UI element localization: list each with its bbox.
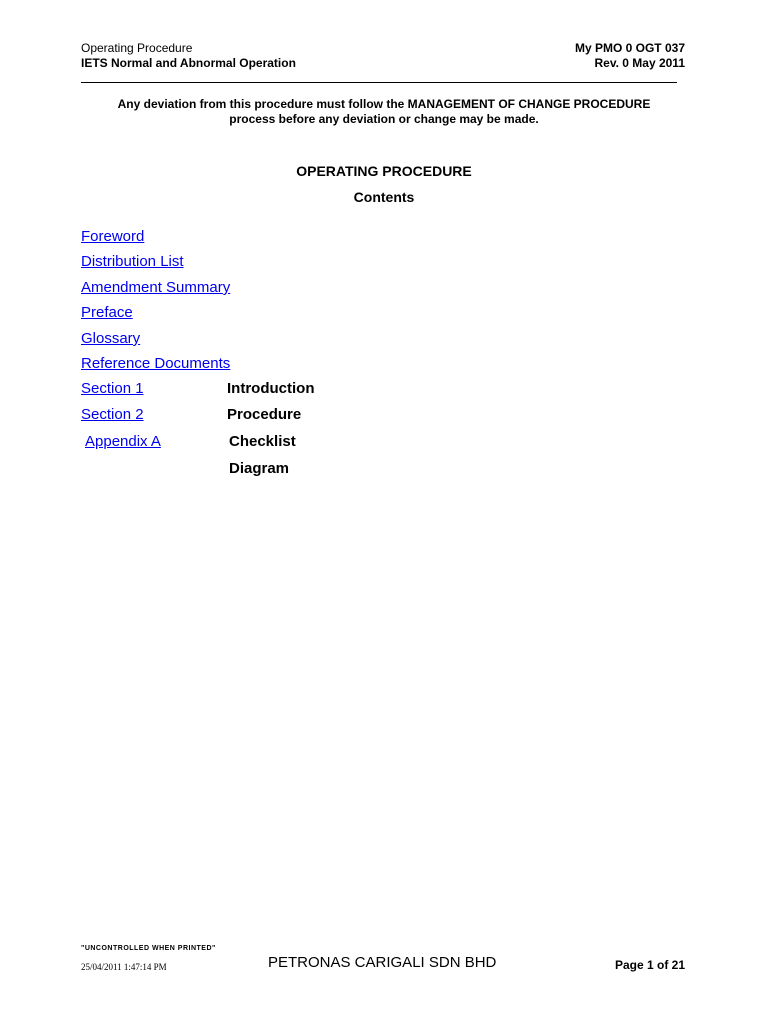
contents-heading: Contents — [353, 189, 415, 205]
toc-desc-checklist: Checklist — [229, 433, 296, 450]
toc-desc-procedure: Procedure — [227, 406, 302, 423]
toc-link-amendment-summary[interactable]: Amendment Summary — [81, 279, 231, 296]
toc-link-glossary[interactable]: Glossary — [81, 330, 141, 347]
toc-link-section-1[interactable]: Section 1 — [81, 380, 144, 397]
toc-link-distribution-list[interactable]: Distribution List — [81, 253, 184, 270]
moc-notice-line-1: Any deviation from this procedure must follow the MANAGEMENT OF CHANGE PROCEDURE — [117, 97, 651, 111]
toc-desc-introduction: Introduction — [227, 380, 315, 397]
toc-link-reference-documents[interactable]: Reference Documents — [81, 355, 231, 372]
toc-desc-diagram: Diagram — [229, 460, 290, 477]
header-divider — [81, 82, 677, 83]
page-number: Page 1 of 21 — [614, 958, 685, 972]
document-number: My PMO 0 OGT 037 — [574, 41, 685, 55]
revision-info: Rev. 0 May 2011 — [594, 56, 685, 70]
toc-link-appendix-a[interactable]: Appendix A — [85, 433, 161, 450]
moc-notice — [60, 97, 708, 127]
document-title: IETS Normal and Abnormal Operation — [81, 56, 296, 70]
moc-notice-line-2: process before any deviation or change may be made. — [229, 112, 539, 126]
document-header-right — [575, 41, 685, 71]
toc-link-preface[interactable]: Preface — [81, 304, 133, 321]
print-timestamp: 25/04/2011 1:47:14 PM — [81, 962, 167, 972]
toc-link-section-2[interactable]: Section 2 — [81, 406, 144, 423]
page-title: OPERATING PROCEDURE — [296, 163, 472, 179]
toc-link-foreword[interactable]: Foreword — [81, 228, 145, 245]
document-header-left — [81, 41, 296, 71]
uncontrolled-notice: "UNCONTROLLED WHEN PRINTED" — [81, 945, 216, 952]
company-name: PETRONAS CARIGALI SDN BHD — [268, 954, 497, 971]
document-type: Operating Procedure — [81, 41, 193, 55]
